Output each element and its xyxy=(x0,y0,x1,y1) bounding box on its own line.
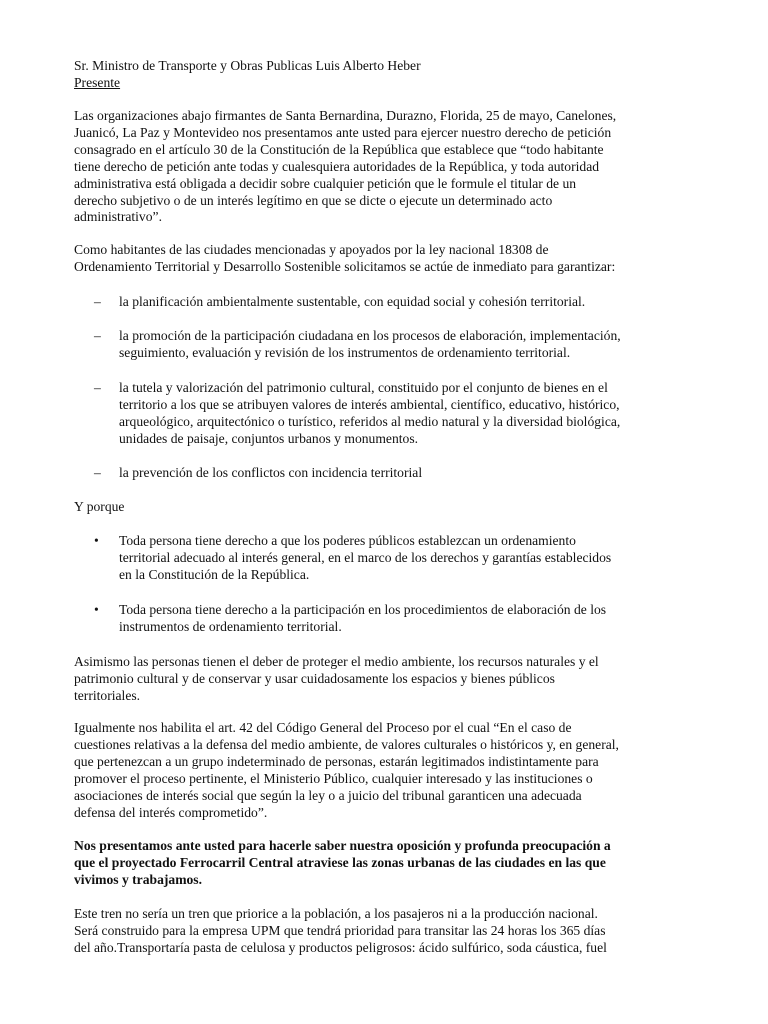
text-line: la tutela y valorización del patrimonio cultural, constituido por el conjunto de bienes en el xyxy=(119,380,608,395)
text-line: administrativa está obligada a decidir sobre cualquier petición que le formule el titular de un xyxy=(74,175,577,191)
text-line: defensa del interés comprometido”. xyxy=(74,804,268,820)
text-line: asociaciones de interés social que según la ley o a juicio del tribunal garanticen una adecuada xyxy=(74,787,582,803)
text-line: Nos presentamos ante usted para hacerle saber nuestra oposición y profunda preocupación a xyxy=(74,838,611,853)
text-line: Este tren no sería un tren que priorice a la población, a los pasajeros ni a la producción nacional. xyxy=(74,906,598,921)
text-line: Será construido para la empresa UPM que tendrá prioridad para transitar las 24 horas los 365 días xyxy=(74,922,606,938)
text-line: promover el proceso pertinente, el Ministerio Público, cualquier interesado y las instituciones o xyxy=(74,770,593,786)
bullet-marker: • xyxy=(94,602,99,617)
dash-marker: – xyxy=(94,465,101,480)
text-line: Ordenamiento Territorial y Desarrollo Sostenible solicitamos se actúe de inmediato para garantizar: xyxy=(74,258,616,274)
text-line: seguimiento, evaluación y revisión de los instrumentos de ordenamiento territorial. xyxy=(119,344,571,360)
igualmente-paragraph xyxy=(74,720,696,821)
text-line: patrimonio cultural y de conservar y usar cuidadosamente los espacios y bienes públicos xyxy=(74,670,555,686)
text-line: unidades de paisaje, conjuntos urbanos y monumentos. xyxy=(119,430,419,446)
presente-heading: Presente xyxy=(74,74,121,90)
intro-paragraph xyxy=(74,108,696,226)
text-line: derecho subjetivo o de un interés legítimo en que se dicte o ejecute un determinado acto xyxy=(74,192,553,208)
dash-marker: – xyxy=(94,380,101,395)
text-line: Juanicó, La Paz y Montevideo nos presentamos ante usted para ejercer nuestro derecho de petición xyxy=(74,124,612,140)
addressee-line: Sr. Ministro de Transporte y Obras Publicas Luis Alberto Heber xyxy=(74,58,421,73)
text-line: Asimismo las personas tienen el deber de proteger el medio ambiente, los recursos naturales y el xyxy=(74,654,599,669)
text-line: territorial adecuado al interés general, en el marco de los derechos y garantías establecidos xyxy=(119,549,612,565)
asimismo-paragraph xyxy=(74,654,696,705)
text-line: territorio a los que se atribuyen valores de interés ambiental, científico, educativo, histórico, xyxy=(119,396,620,412)
text-line: que el proyectado Ferrocarril Central atraviese las zonas urbanas de las ciudades en las que xyxy=(74,854,606,870)
text-line: Las organizaciones abajo firmantes de Santa Bernardina, Durazno, Florida, 25 de mayo, Canelones, xyxy=(74,108,617,123)
dash-marker: – xyxy=(94,294,101,309)
text-line: la planificación ambientalmente sustentable, con equidad social y cohesión territorial. xyxy=(119,294,586,309)
text-line: instrumentos de ordenamiento territorial. xyxy=(119,618,342,634)
y-porque-label xyxy=(74,499,696,516)
text-line: cuestiones relativas a la defensa del medio ambiente, de valores culturales o históricos y, en general, xyxy=(74,736,619,752)
text-line: Y porque xyxy=(74,499,125,514)
como-paragraph xyxy=(74,242,696,276)
text-line: administrativo”. xyxy=(74,209,162,225)
opposition-statement xyxy=(74,838,696,889)
text-line: en la Constitución de la República. xyxy=(119,566,310,582)
text-line: arqueológico, arquitectónico o turístico, referidos al medio natural y la diversidad biológica, xyxy=(119,413,621,429)
text-line: Igualmente nos habilita el art. 42 del Código General del Proceso por el cual “En el caso de xyxy=(74,720,572,735)
text-line: Toda persona tiene derecho a que los poderes públicos establezcan un ordenamiento xyxy=(119,533,576,548)
text-line: Toda persona tiene derecho a la participación en los procedimientos de elaboración de los xyxy=(119,602,607,617)
text-line: consagrado en el artículo 30 de la Constitución de la República que establece que “todo habitante xyxy=(74,141,604,157)
tren-paragraph xyxy=(74,906,696,957)
text-line: territoriales. xyxy=(74,687,141,703)
text-line: que pertenezcan a un grupo indeterminado de personas, estarán legitimados indistintamente para xyxy=(74,753,599,769)
text-line: Como habitantes de las ciudades mencionadas y apoyados por la ley nacional 18308 de xyxy=(74,242,549,257)
dash-marker: – xyxy=(94,328,101,343)
text-line: tiene derecho de petición ante todas y cualesquiera autoridades de la República, y toda autoridad xyxy=(74,158,600,174)
text-line: del año.Transportaría pasta de celulosa y productos peligrosos: ácido sulfúrico, soda cáustica, fuel xyxy=(74,939,607,955)
addressee xyxy=(74,58,696,92)
text-line: la prevención de los conflictos con incidencia territorial xyxy=(119,465,423,480)
bullet-marker: • xyxy=(94,533,99,548)
text-line: vivimos y trabajamos. xyxy=(74,871,202,887)
text-line: la promoción de la participación ciudadana en los procesos de elaboración, implementación, xyxy=(119,328,621,343)
